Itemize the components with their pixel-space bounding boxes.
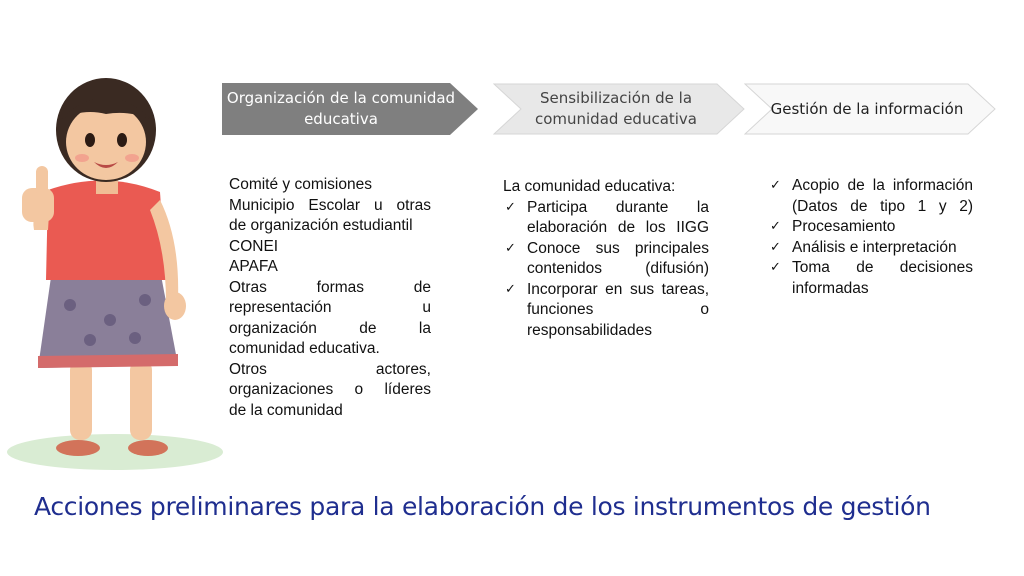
checkmark-icon: ✓ [505,281,516,297]
step-organizacion [222,83,478,135]
list-line: de la comunidad [229,401,343,419]
checkmark-icon: ✓ [505,199,516,215]
step-sensibilizacion [493,83,745,135]
list-line: comunidad educativa. [229,340,380,357]
list-item: ✓ Incorporar en sus tareas, funciones o responsabilidades [505,280,709,339]
list-item: ✓ Conoce sus principales contenidos (difusión) [505,239,709,277]
list-item: ✓ Toma de decisiones informadas [770,259,973,297]
step-label: Gestión de la información [770,99,964,118]
sensibilizacion-list [503,177,709,341]
list-line: organizaciones o líderes [229,381,431,398]
list-line: de organización estudiantil [229,217,413,234]
list-item: ✓ Acopio de la información (Datos de tipo 1 y 2) [770,177,973,215]
checkmark-icon: ✓ [770,178,781,193]
list-item: ✓ Análisis e interpretación [768,238,973,259]
list-line: organización de la [229,319,431,337]
list-line: CONEI [229,237,279,255]
checkmark-icon: ✓ [770,260,781,275]
checkmark-icon: ✓ [770,239,781,255]
list-line: Comité y comisiones [229,176,372,193]
step-gestion-informacion [744,83,996,135]
list-line: APAFA [229,258,278,275]
list-line: Otros actores, [229,360,431,378]
step-label: Sensibilización de la comunidad educativa [534,89,698,128]
step-label: Organización de la comunidad educativa [226,89,456,128]
list-line: Municipio Escolar u otras [229,196,431,214]
list-line: representación u [229,299,431,316]
checkmark-icon: ✓ [770,219,781,234]
checkmark-icon: ✓ [505,240,516,256]
list-item: ✓ Procesamiento [768,217,973,238]
list-line: Otras formas de [229,278,431,296]
gestion-informacion-list [768,176,973,299]
organizacion-list [229,175,431,421]
page-title: Acciones preliminares para la elaboración de los instrumentos de gestión [34,492,931,521]
girl-thumbs-up-illustration [0,70,225,480]
list-intro: La comunidad educativa: [503,178,676,195]
list-item: ✓ Participa durante la elaboración de los IIGG [505,198,709,236]
